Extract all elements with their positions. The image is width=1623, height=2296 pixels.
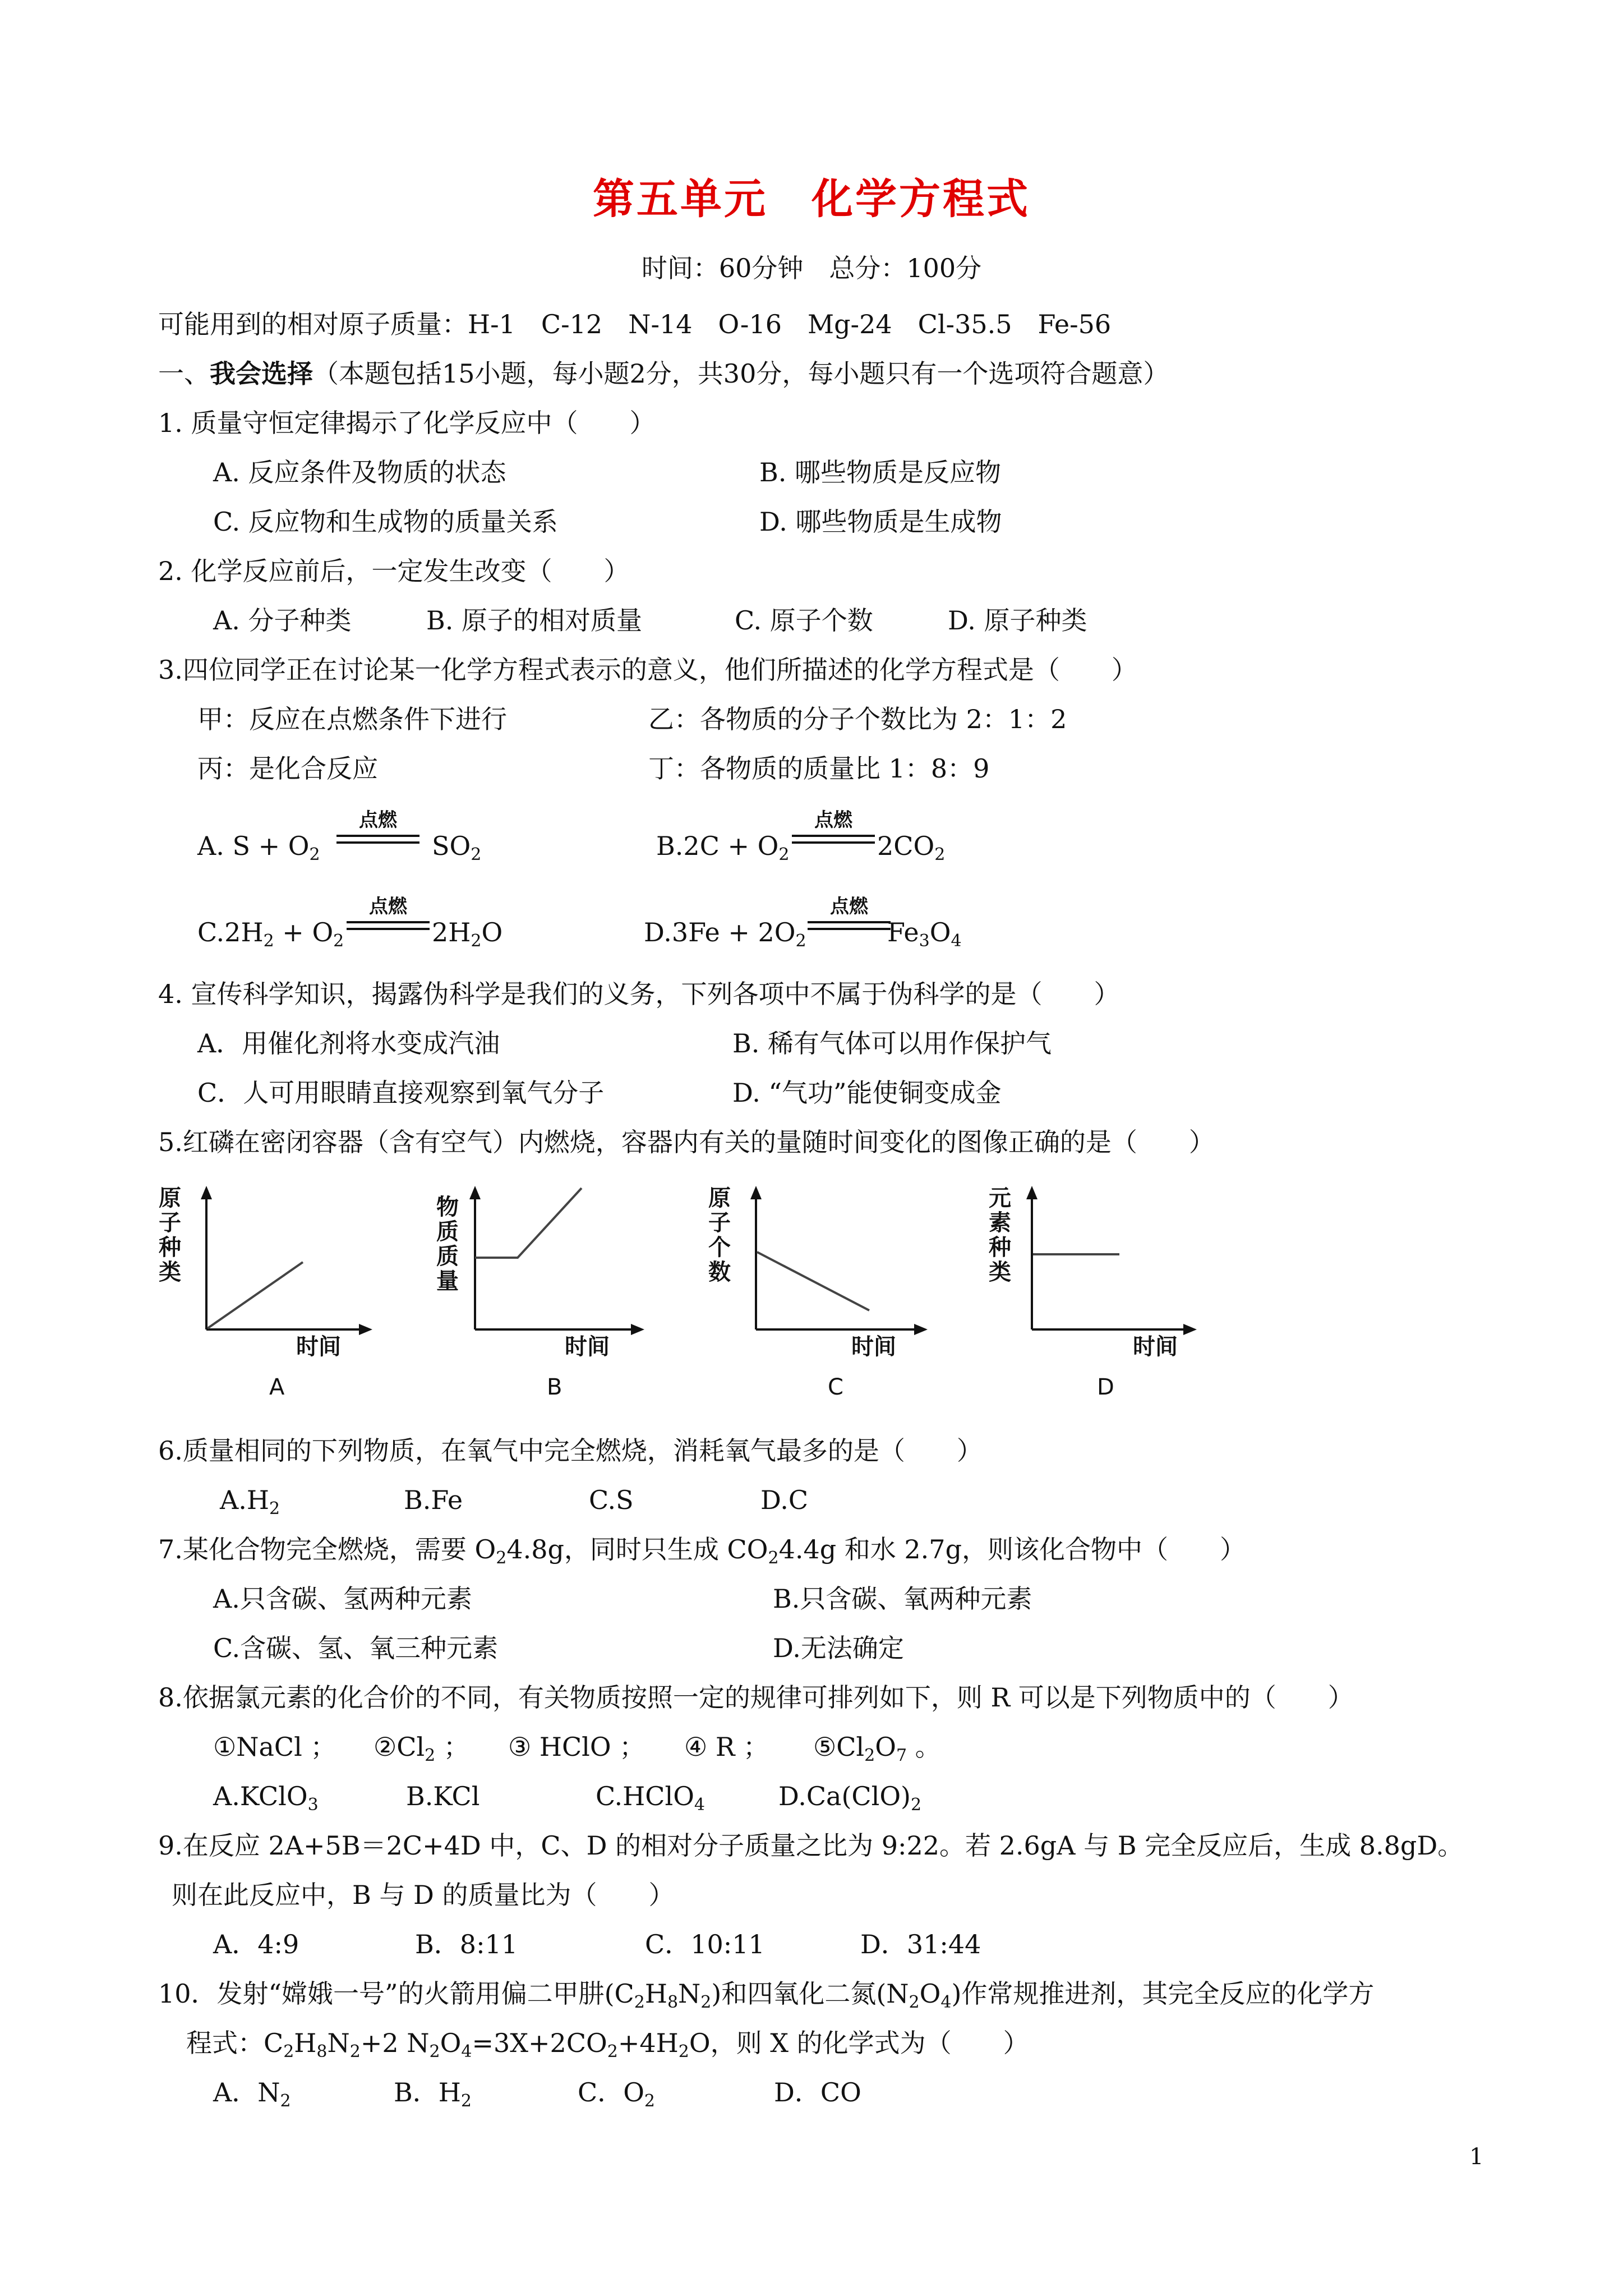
q8-option-c: C.HClO$_4$ — [596, 1781, 706, 1815]
q4-option-c: C．人可用眼睛直接观察到氧气分子 — [197, 1078, 605, 1108]
q8-option-a: A.KClO$_3$ — [213, 1781, 319, 1815]
q10-option-c: C．$O_2$ — [578, 2077, 656, 2111]
q8-seq-5: $⑤Cl_2O_7$ 。 — [813, 1732, 941, 1765]
section-heading — [158, 357, 1169, 390]
q9-option-d: D．31:44 — [860, 1929, 981, 1959]
q3-b-product: $2CO_2$ — [877, 831, 946, 864]
q5-graph-d-xlabel: 时间 — [1133, 1334, 1178, 1360]
q5-graph-d-letter: D — [1097, 1374, 1114, 1400]
q10-option-a: A．$N_2$ — [213, 2077, 291, 2111]
q9-stem-line1: 9.在反应 2A+5B＝2C+4D 中，C、D 的相对分子质量之比为 9:22。若 2.6gA 与 B 完全反应后，生成 8.8gD。 — [158, 1830, 1464, 1861]
q1-option-c: C. 反应物和生成物的质量关系 — [213, 507, 558, 537]
section-prefix: 一、 — [158, 358, 210, 389]
q7-option-b: B.只含碳、氧两种元素 — [773, 1584, 1032, 1614]
q2-option-b: B. 原子的相对质量 — [426, 605, 643, 636]
q5-graph-d — [987, 1178, 1223, 1414]
q4-option-a: A．用催化剂将水变成汽油 — [197, 1028, 500, 1059]
page-number: 1 — [1469, 2144, 1484, 2170]
q8-seq-4: ④ R ； — [684, 1732, 769, 1762]
q9-stem-line2: 则在此反应中，B 与 D 的质量比为（ ） — [172, 1880, 675, 1910]
q5-graph-b-ylabel: 物质质量 — [436, 1194, 459, 1294]
q9-option-c: C．10:11 — [645, 1929, 765, 1959]
q8-seq-1: ①NaCl ； — [213, 1732, 336, 1762]
q5-graph-a-xlabel: 时间 — [296, 1334, 341, 1360]
q6-option-d: D.C — [760, 1485, 809, 1515]
q9-option-b: B．8:11 — [415, 1929, 518, 1959]
q1-option-d: D. 哪些物质是生成物 — [759, 507, 1002, 537]
q10-stem-line2: 程式：$C_2H_8N_2+2$ $N_2O_4=3X+2CO_2+4H_2O$，则 X 的化学式为（ ） — [186, 2028, 1029, 2062]
q6-option-c: C.S — [589, 1485, 634, 1515]
q10-option-b: B．$H_2$ — [394, 2077, 472, 2111]
q5-graph-a-letter: A — [269, 1374, 285, 1400]
q3-bing: 丙：是化合反应 — [197, 753, 378, 784]
q6-option-b: B.Fe — [404, 1485, 463, 1515]
q8-seq-3: ③ HClO ； — [508, 1732, 645, 1762]
q7-option-c: C.含碳、氢、氧三种元素 — [213, 1633, 499, 1663]
q3-c-condition: 点燃 — [369, 895, 407, 918]
q5-graph-c-ylabel: 原子个数 — [708, 1185, 731, 1285]
q2-option-d: D. 原子种类 — [948, 605, 1087, 636]
q5-graph-d-ylabel: 元素种类 — [989, 1185, 1011, 1285]
q3-option-a: A. $S + O_2$ — [197, 831, 320, 864]
q5-graph-a — [157, 1178, 393, 1414]
q4-option-b: B. 稀有气体可以用作保护气 — [732, 1028, 1052, 1059]
q5-graph-b — [435, 1178, 670, 1414]
q3-yi: 乙：各物质的分子个数比为 2：1：2 — [648, 704, 1067, 734]
exam-meta: 时间：60分钟 总分：100分 — [641, 253, 982, 283]
q6-option-a: $A.H_2$ — [220, 1485, 280, 1519]
q8-stem: 8.依据氯元素的化合价的不同，有关物质按照一定的规律可排列如下，则 R 可以是下列物质中的（ ） — [158, 1682, 1354, 1713]
q5-graph-a-ylabel: 原子种类 — [159, 1185, 181, 1285]
q2-option-a: A. 分子种类 — [213, 605, 352, 636]
q10-stem-line1: 10．发射“嫦娥一号”的火箭用偏二甲肼$(C_2H_8N_2)$和四氧化二氮$(N_2O_4)$作常规推进剂，其完全反应的化学方 — [158, 1978, 1375, 2012]
q3-jia: 甲：反应在点燃条件下进行 — [197, 704, 507, 734]
q3-a-product: $SO_2$ — [432, 831, 482, 864]
q3-option-d: $D.3Fe + 2O_2$ — [644, 917, 806, 951]
q3-stem: 3.四位同学正在讨论某一化学方程式表示的意义，他们所描述的化学方程式是（ ） — [158, 655, 1137, 685]
q1-option-b: B. 哪些物质是反应物 — [759, 457, 1002, 487]
q7-stem: 7.某化合物完全燃烧，需要 $O_24.8g$，同时只生成 $CO_24.4g$ 和水 2.7g，则该化合物中（ ） — [158, 1534, 1246, 1568]
q5-graph-c — [707, 1178, 942, 1414]
page-title: 第五单元 化学方程式 — [593, 175, 1030, 223]
q8-seq-2: $②Cl_2$ ； — [374, 1732, 469, 1765]
q8-option-d: $D.Ca(ClO)_2$ — [778, 1781, 922, 1815]
q4-stem: 4. 宣传科学知识，揭露伪科学是我们的义务，下列各项中不属于伪科学的是（ ） — [158, 979, 1120, 1009]
q2-stem: 2. 化学反应前后，一定发生改变（ ） — [158, 556, 630, 586]
q5-graph-c-letter: C — [828, 1374, 843, 1400]
q5-graph-c-xlabel: 时间 — [851, 1334, 896, 1360]
q2-option-c: C. 原子个数 — [735, 605, 873, 636]
q5-stem: 5.红磷在密闭容器（含有空气）内燃烧，容器内有关的量随时间变化的图像正确的是（ ） — [158, 1127, 1215, 1157]
q4-option-d: D. “气功”能使铜变成金 — [732, 1078, 1002, 1108]
q3-b-condition: 点燃 — [814, 809, 852, 831]
section-title: 我会选择 — [210, 358, 313, 389]
q5-graph-b-letter: B — [547, 1374, 562, 1400]
q3-option-c: $C.2H_2 + O_2$ — [197, 917, 344, 951]
q9-option-a: A．4:9 — [213, 1929, 299, 1959]
q3-c-product: $2H_2O$ — [432, 917, 503, 951]
q3-d-product: $Fe_3O_4$ — [887, 917, 962, 951]
q1-option-a: A. 反应条件及物质的状态 — [213, 457, 506, 487]
atomic-masses: 可能用到的相对原子质量：H-1 C-12 N-14 O-16 Mg-24 Cl-35.5 Fe-56 — [158, 309, 1112, 339]
section-desc: （本题包括15小题，每小题2分，共30分，每小题只有一个选项符合题意） — [313, 358, 1169, 389]
q7-option-a: A.只含碳、氢两种元素 — [213, 1584, 472, 1614]
q3-d-condition: 点燃 — [830, 895, 868, 918]
q5-graph-b-xlabel: 时间 — [565, 1334, 610, 1360]
q10-option-d: D．CO — [774, 2077, 861, 2108]
q3-ding: 丁：各物质的质量比 1：8：9 — [648, 753, 990, 784]
q8-option-b: B.KCl — [406, 1781, 480, 1811]
q3-a-condition: 点燃 — [359, 809, 397, 831]
q1-stem: 1. 质量守恒定律揭示了化学反应中（ ） — [158, 408, 656, 438]
q3-option-b: $B.2C + O_2$ — [656, 831, 790, 864]
q7-option-d: D.无法确定 — [773, 1633, 904, 1663]
q6-stem: 6.质量相同的下列物质，在氧气中完全燃烧，消耗氧气最多的是（ ） — [158, 1435, 983, 1466]
